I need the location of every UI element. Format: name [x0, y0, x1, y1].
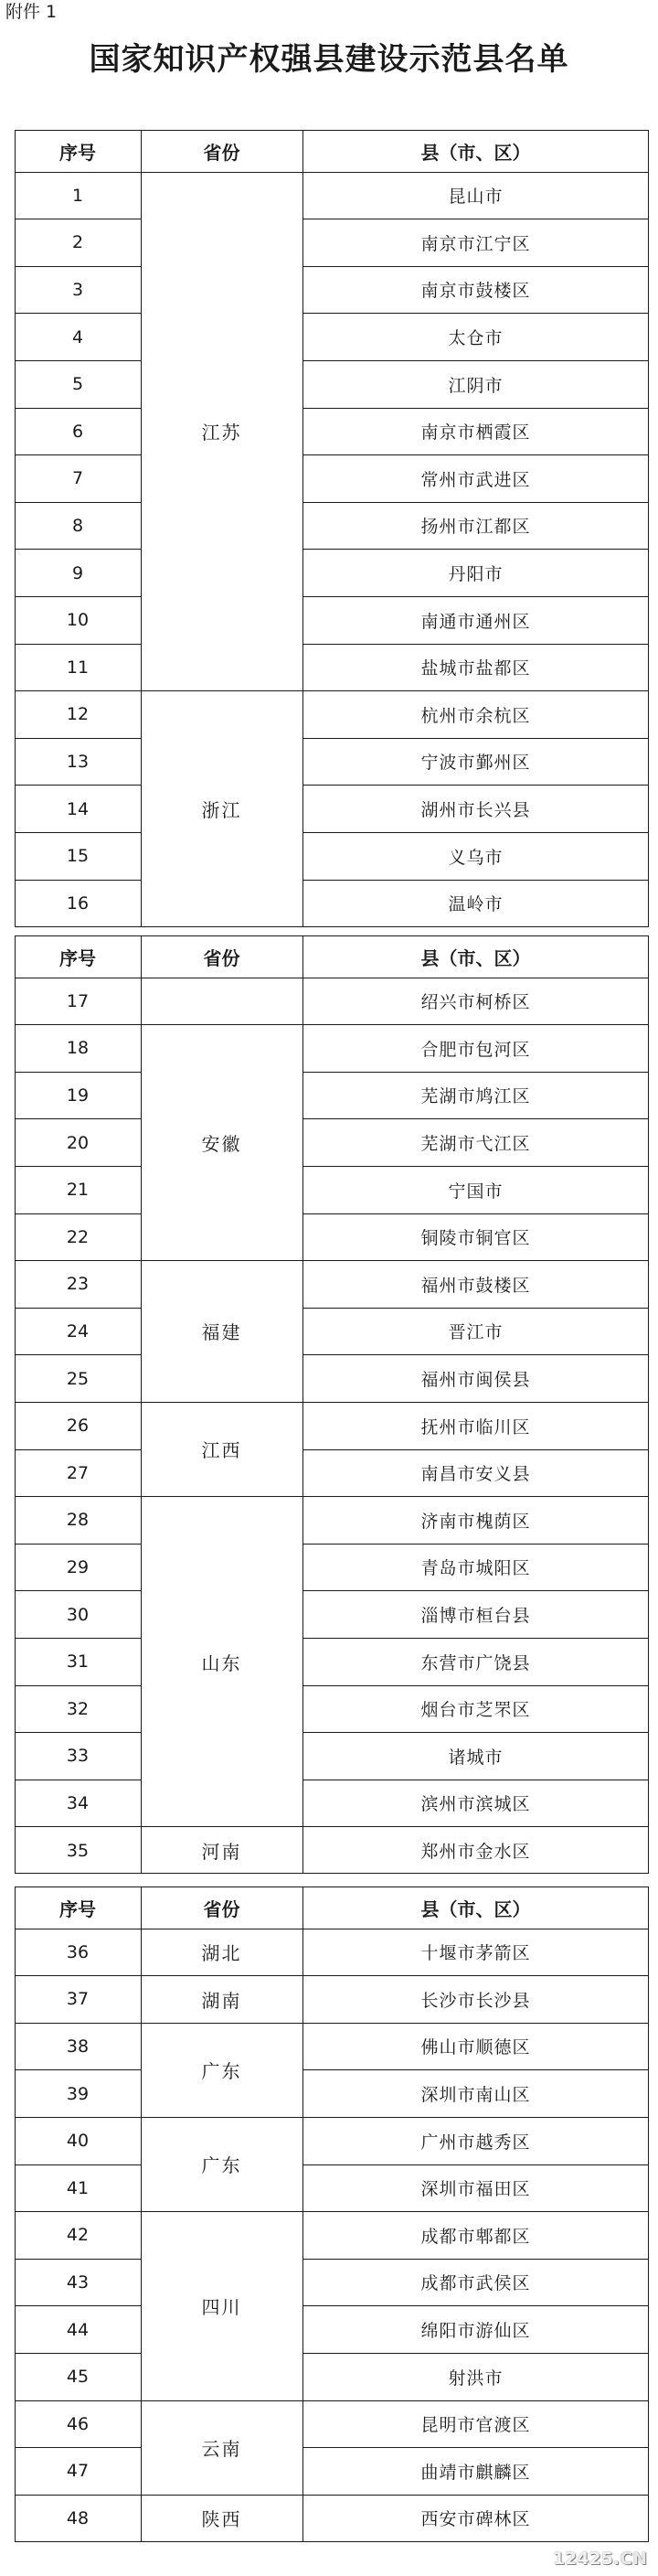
row-county: 长沙市长沙县 — [420, 1990, 531, 2011]
province-divider — [141, 1402, 302, 1403]
row-county: 东营市广饶县 — [420, 1652, 531, 1673]
row-divider — [302, 880, 649, 881]
row-county: 合肥市包河区 — [420, 1039, 531, 1060]
row-county: 晋江市 — [448, 1322, 504, 1343]
row-divider — [302, 2211, 649, 2212]
row-index: 30 — [66, 1604, 90, 1625]
row-county: 丹阳市 — [448, 564, 504, 585]
row-county: 深圳市福田区 — [420, 2179, 531, 2200]
row-divider — [302, 2259, 649, 2260]
row-county: 常州市武进区 — [420, 469, 531, 490]
row-divider — [15, 454, 141, 455]
watermark-number: 12425 — [552, 2549, 613, 2569]
province-divider — [141, 1826, 302, 1827]
row-index: 23 — [66, 1274, 90, 1295]
row-divider — [15, 266, 141, 267]
row-index: 18 — [66, 1038, 90, 1059]
row-divider — [302, 2447, 649, 2448]
row-county: 十堰市茅箭区 — [420, 1943, 531, 1964]
province-cell: 安徽 — [201, 1133, 242, 1156]
province-cell: 河南 — [201, 1841, 242, 1864]
province-divider — [141, 2400, 302, 2401]
row-divider — [15, 360, 141, 361]
row-index: 42 — [66, 2225, 90, 2246]
row-index: 41 — [66, 2177, 90, 2198]
row-divider — [15, 1975, 141, 1976]
province-divider — [141, 1260, 302, 1261]
header-index: 序号 — [59, 1897, 96, 1920]
row-divider — [15, 1354, 141, 1355]
table-section — [15, 1887, 649, 2542]
row-county: 杭州市余杭区 — [420, 705, 531, 726]
row-county: 铜陵市铜官区 — [420, 1228, 531, 1249]
row-divider — [302, 360, 649, 361]
row-divider — [302, 1685, 649, 1686]
row-divider — [302, 502, 649, 503]
province-cell: 广东 — [201, 2060, 242, 2083]
row-divider — [15, 2069, 141, 2070]
row-divider — [15, 2164, 141, 2165]
row-divider — [302, 1449, 649, 1450]
row-divider — [15, 880, 141, 881]
row-index: 45 — [66, 2367, 90, 2388]
row-index: 12 — [66, 704, 90, 725]
row-index: 7 — [71, 468, 84, 489]
row-index: 16 — [66, 893, 90, 914]
row-divider — [15, 738, 141, 739]
row-county: 射洪市 — [448, 2368, 504, 2389]
province-divider — [141, 2495, 302, 2496]
table-section — [15, 130, 649, 927]
table-section — [15, 935, 649, 1874]
row-divider — [302, 1072, 649, 1073]
row-county: 南京市鼓楼区 — [420, 281, 531, 302]
province-cell: 江苏 — [201, 422, 242, 444]
province-cell: 广东 — [201, 2154, 242, 2177]
row-county: 江阴市 — [448, 375, 504, 396]
row-index: 10 — [66, 610, 90, 631]
row-county: 淄博市桓台县 — [420, 1606, 531, 1627]
header-index: 序号 — [59, 141, 96, 164]
page-title: 国家知识产权强县建设示范县名单 — [89, 41, 569, 78]
row-county: 济南市槐荫区 — [420, 1511, 531, 1532]
row-divider — [302, 2400, 649, 2401]
row-divider — [15, 2495, 141, 2496]
row-divider — [15, 1685, 141, 1686]
row-divider — [302, 2164, 649, 2165]
row-divider — [15, 2305, 141, 2306]
row-divider — [15, 1496, 141, 1497]
row-index: 2 — [71, 232, 84, 253]
row-index: 4 — [71, 326, 84, 347]
row-county: 芜湖市弋江区 — [420, 1134, 531, 1155]
row-divider — [15, 2211, 141, 2212]
province-cell: 浙江 — [201, 799, 242, 822]
province-divider — [141, 1024, 302, 1025]
row-county: 昆山市 — [448, 187, 504, 208]
row-divider — [15, 596, 141, 597]
province-cell: 江西 — [201, 1439, 242, 1462]
row-divider — [15, 1544, 141, 1545]
header-province: 省份 — [203, 1897, 240, 1920]
row-county: 烟台市芝罘区 — [420, 1700, 531, 1721]
province-divider — [141, 1975, 302, 1976]
row-divider — [15, 1024, 141, 1025]
row-divider — [15, 1732, 141, 1733]
row-divider — [15, 502, 141, 503]
row-county: 绵阳市游仙区 — [420, 2321, 531, 2342]
row-divider — [302, 1024, 649, 1025]
row-divider — [15, 2023, 141, 2024]
province-cell: 福建 — [201, 1321, 242, 1344]
row-divider — [15, 2353, 141, 2354]
row-county: 湖州市长兴县 — [420, 800, 531, 821]
row-index: 9 — [71, 562, 84, 583]
row-index: 39 — [66, 2083, 90, 2104]
row-index: 13 — [66, 751, 90, 772]
row-county: 成都市郫都区 — [420, 2226, 531, 2247]
row-index: 29 — [66, 1556, 90, 1577]
row-county: 扬州市江都区 — [420, 517, 531, 538]
row-divider — [302, 2023, 649, 2024]
row-index: 37 — [66, 1989, 90, 2010]
row-divider — [302, 644, 649, 645]
row-divider — [15, 1118, 141, 1119]
row-divider — [302, 2069, 649, 2070]
row-divider — [15, 2117, 141, 2118]
row-divider — [15, 1590, 141, 1591]
row-index: 17 — [66, 990, 90, 1011]
row-index: 24 — [66, 1320, 90, 1341]
row-index: 46 — [66, 2413, 90, 2434]
header-county: 县（市、区） — [420, 141, 531, 164]
row-divider — [302, 785, 649, 786]
row-county: 成都市武侯区 — [420, 2273, 531, 2294]
row-divider — [302, 1826, 649, 1827]
row-divider — [15, 1072, 141, 1073]
row-index: 33 — [66, 1746, 90, 1767]
row-divider — [302, 2495, 649, 2496]
row-index: 31 — [66, 1651, 90, 1673]
row-index: 32 — [66, 1698, 90, 1719]
province-divider — [141, 1496, 302, 1497]
row-county: 盐城市盐都区 — [420, 658, 531, 679]
row-index: 43 — [66, 2271, 90, 2293]
row-divider — [302, 1118, 649, 1119]
row-divider — [15, 1449, 141, 1450]
row-county: 西安市碑林区 — [420, 2509, 531, 2530]
row-county: 宁国市 — [448, 1181, 504, 1202]
row-index: 20 — [66, 1132, 90, 1153]
row-divider — [302, 1732, 649, 1733]
row-index: 25 — [66, 1368, 90, 1389]
row-index: 5 — [71, 374, 84, 395]
row-index: 36 — [66, 1941, 90, 1962]
row-divider — [15, 644, 141, 645]
row-county: 诸城市 — [448, 1747, 504, 1768]
row-county: 南昌市安义县 — [420, 1464, 531, 1485]
row-index: 3 — [71, 279, 84, 300]
row-index: 34 — [66, 1792, 90, 1813]
row-county: 抚州市临川区 — [420, 1416, 531, 1438]
row-county: 福州市鼓楼区 — [420, 1275, 531, 1296]
row-divider — [15, 2447, 141, 2448]
province-divider — [141, 2211, 302, 2212]
header-index: 序号 — [59, 946, 96, 969]
row-divider — [15, 1308, 141, 1309]
row-index: 14 — [66, 798, 90, 819]
row-divider — [302, 1308, 649, 1309]
row-divider — [302, 408, 649, 409]
row-county: 深圳市南山区 — [420, 2085, 531, 2106]
row-divider — [15, 832, 141, 833]
row-divider — [302, 2353, 649, 2354]
header-province: 省份 — [203, 141, 240, 164]
province-cell: 湖南 — [201, 1989, 242, 2012]
row-index: 8 — [71, 515, 84, 536]
row-divider — [15, 1826, 141, 1827]
row-divider — [15, 313, 141, 314]
row-divider — [302, 1638, 649, 1639]
row-divider — [15, 690, 141, 691]
row-county: 滨州市滨城区 — [420, 1794, 531, 1815]
row-index: 1 — [71, 185, 84, 206]
row-county: 南京市栖霞区 — [420, 422, 531, 444]
row-divider — [302, 1590, 649, 1591]
row-county: 曲靖市麒麟区 — [420, 2462, 531, 2483]
watermark-suffix: .CN — [612, 2549, 647, 2569]
row-divider — [302, 1496, 649, 1497]
row-divider — [302, 738, 649, 739]
row-divider — [302, 549, 649, 550]
row-divider — [15, 2259, 141, 2260]
row-divider — [302, 1354, 649, 1355]
province-divider — [141, 2023, 302, 2024]
row-index: 38 — [66, 2036, 90, 2057]
row-index: 6 — [71, 421, 84, 442]
row-county: 宁波市鄞州区 — [420, 753, 531, 774]
row-county: 太仓市 — [448, 328, 504, 349]
province-cell — [141, 978, 302, 1025]
row-index: 35 — [66, 1840, 90, 1861]
row-county: 郑州市金水区 — [420, 1842, 531, 1863]
row-divider — [302, 596, 649, 597]
row-index: 44 — [66, 2319, 90, 2340]
row-divider — [15, 1213, 141, 1214]
row-divider — [302, 1402, 649, 1403]
province-cell: 云南 — [201, 2438, 242, 2461]
row-divider — [15, 1402, 141, 1403]
row-divider — [15, 549, 141, 550]
row-index: 22 — [66, 1226, 90, 1247]
row-index: 40 — [66, 2131, 90, 2152]
row-divider — [302, 2305, 649, 2306]
row-index: 11 — [66, 657, 90, 678]
row-index: 19 — [66, 1085, 90, 1106]
annex-label: 附件 1 — [5, 2, 58, 22]
row-county: 佛山市顺德区 — [420, 2037, 531, 2058]
row-county: 温岭市 — [448, 894, 504, 915]
row-county: 青岛市城阳区 — [420, 1558, 531, 1579]
row-divider — [302, 690, 649, 691]
row-divider — [302, 1213, 649, 1214]
header-county: 县（市、区） — [420, 946, 531, 969]
row-county: 绍兴市柯桥区 — [420, 992, 531, 1013]
row-divider — [302, 1544, 649, 1545]
header-county: 县（市、区） — [420, 1897, 531, 1920]
header-province: 省份 — [203, 946, 240, 969]
province-divider — [141, 690, 302, 691]
row-divider — [302, 2117, 649, 2118]
row-divider — [15, 2400, 141, 2401]
row-county: 南京市江宁区 — [420, 233, 531, 254]
row-divider — [302, 266, 649, 267]
row-index: 27 — [66, 1462, 90, 1483]
province-cell: 陕西 — [201, 2508, 242, 2531]
row-index: 48 — [66, 2507, 90, 2528]
province-cell: 湖北 — [201, 1942, 242, 1965]
row-divider — [15, 1638, 141, 1639]
province-cell: 山东 — [201, 1651, 242, 1674]
row-index: 15 — [66, 846, 90, 867]
row-divider — [302, 1975, 649, 1976]
row-county: 南通市通州区 — [420, 611, 531, 632]
row-index: 26 — [66, 1416, 90, 1437]
row-county: 昆明市官渡区 — [420, 2415, 531, 2436]
row-divider — [302, 1166, 649, 1167]
province-cell: 四川 — [201, 2296, 242, 2319]
row-divider — [15, 408, 141, 409]
row-divider — [302, 832, 649, 833]
row-divider — [15, 1260, 141, 1261]
site-watermark — [553, 2549, 647, 2569]
row-divider — [302, 1260, 649, 1261]
row-divider — [15, 1166, 141, 1167]
row-index: 47 — [66, 2461, 90, 2482]
row-county: 芜湖市鸠江区 — [420, 1086, 531, 1107]
row-index: 28 — [66, 1510, 90, 1531]
row-divider — [302, 454, 649, 455]
row-county: 义乌市 — [448, 847, 504, 868]
row-divider — [15, 785, 141, 786]
row-county: 广州市越秀区 — [420, 2132, 531, 2153]
row-county: 福州市闽侯县 — [420, 1370, 531, 1391]
province-divider — [141, 2117, 302, 2118]
row-index: 21 — [66, 1180, 90, 1201]
row-divider — [302, 313, 649, 314]
